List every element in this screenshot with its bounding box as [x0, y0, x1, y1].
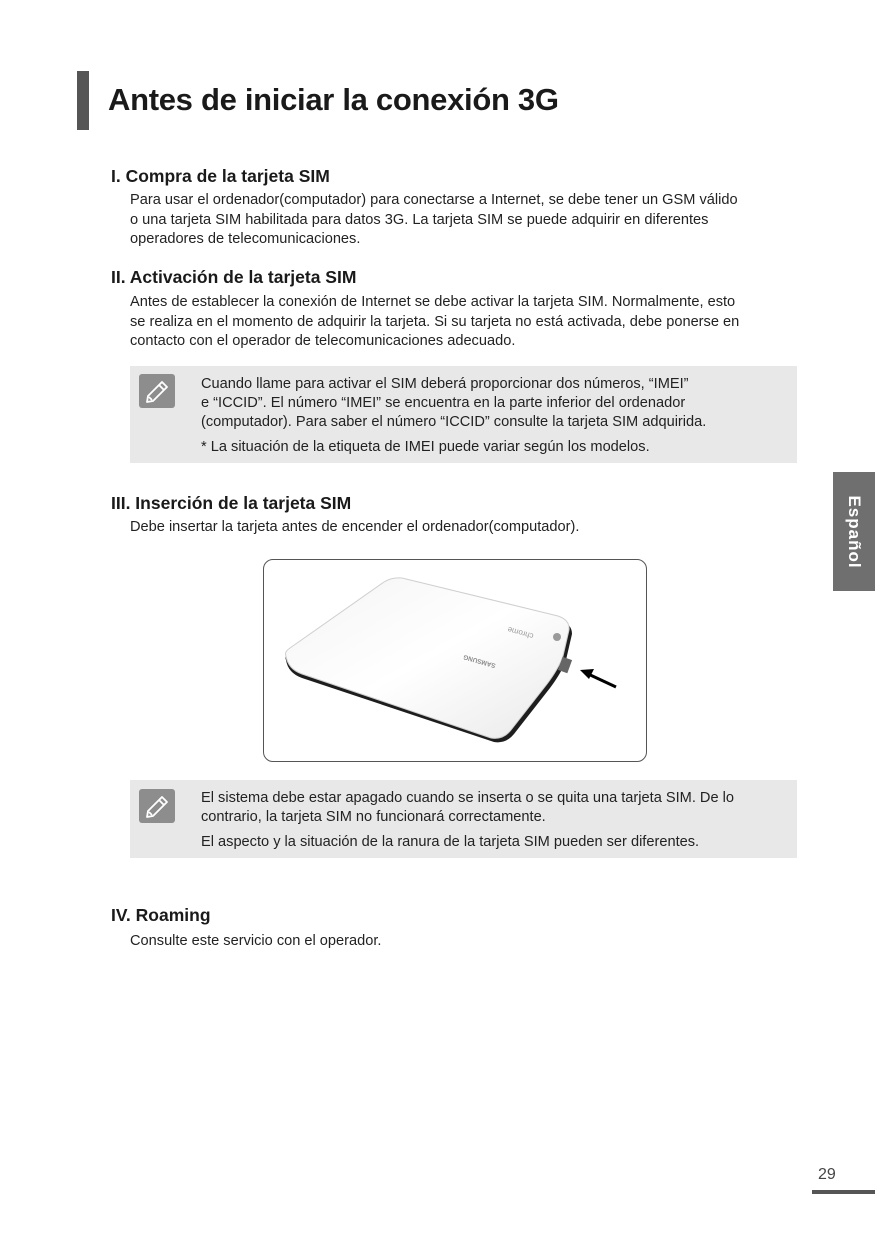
section-heading-activacion: II. Activación de la tarjeta SIM: [111, 267, 357, 287]
section-body-insercion: [130, 518, 800, 538]
paragraph-line: Para usar el ordenador(computador) para conectarse a Internet, se debe tener un GSM válido: [130, 192, 738, 208]
chrome-logo-icon: [553, 633, 561, 641]
note-line: Cuando llame para activar el SIM deberá proporcionar dos números, “IMEI”: [201, 376, 689, 392]
note-line: (computador). Para saber el número “ICCID” consulte la tarjeta SIM adquirida.: [201, 414, 707, 430]
section-body-compra: [130, 191, 800, 250]
section-heading-roaming: IV. Roaming: [111, 905, 211, 925]
paragraph-line: Consulte este servicio con el operador.: [130, 933, 382, 949]
samsung-logo: SAMSUNG: [462, 652, 497, 669]
sim-slot-illustration: [263, 559, 647, 762]
note-line: contrario, la tarjeta SIM no funcionará correctamente.: [201, 809, 546, 825]
section-body-roaming: [130, 932, 800, 952]
note-text-sim-power: [201, 789, 775, 852]
laptop-illustration: [264, 560, 646, 761]
page-number: 29: [818, 1166, 836, 1183]
paragraph-line: Antes de establecer la conexión de Internet se debe activar la tarjeta SIM. Normalmente, esto: [130, 294, 736, 310]
note-box-sim-power: [130, 780, 797, 858]
paragraph-line: operadores de telecomunicaciones.: [130, 231, 361, 247]
note-line: El sistema debe estar apagado cuando se inserta o se quita una tarjeta SIM. De lo: [201, 790, 734, 806]
note-box-imei: [130, 366, 797, 463]
paragraph-line: Debe insertar la tarjeta antes de encender el ordenador(computador).: [130, 519, 580, 535]
paragraph-line: se realiza en el momento de adquirir la tarjeta. Si su tarjeta no está activada, debe ponerse en: [130, 313, 740, 330]
language-side-tab: [833, 472, 875, 591]
note-text-imei: [201, 375, 775, 457]
note-line: El aspecto y la situación de la ranura de la tarjeta SIM pueden ser diferentes.: [201, 834, 700, 850]
section-heading-insercion: III. Inserción de la tarjeta SIM: [111, 493, 352, 513]
note-line: e “ICCID”. El número “IMEI” se encuentra en la parte inferior del ordenador: [201, 395, 686, 411]
pencil-note-icon: [139, 789, 175, 823]
page-number-underline: [812, 1190, 875, 1194]
section-body-activacion: [130, 293, 800, 352]
arrow-icon: [580, 669, 616, 687]
title-accent-bar: [77, 71, 89, 130]
paragraph-line: o una tarjeta SIM habilitada para datos 3G. La tarjeta SIM se puede adquirir en diferentes: [130, 211, 709, 228]
chrome-logo: chrome: [506, 624, 535, 641]
paragraph-line: contacto con el operador de telecomunicaciones adecuado.: [130, 333, 516, 349]
note-footnote: * La situación de la etiqueta de IMEI puede variar según los modelos.: [201, 439, 650, 455]
language-label: Español: [845, 494, 864, 569]
page-title: Antes de iniciar la conexión 3G: [108, 82, 559, 117]
section-heading-compra: I. Compra de la tarjeta SIM: [111, 166, 330, 186]
pencil-note-icon: [139, 374, 175, 408]
